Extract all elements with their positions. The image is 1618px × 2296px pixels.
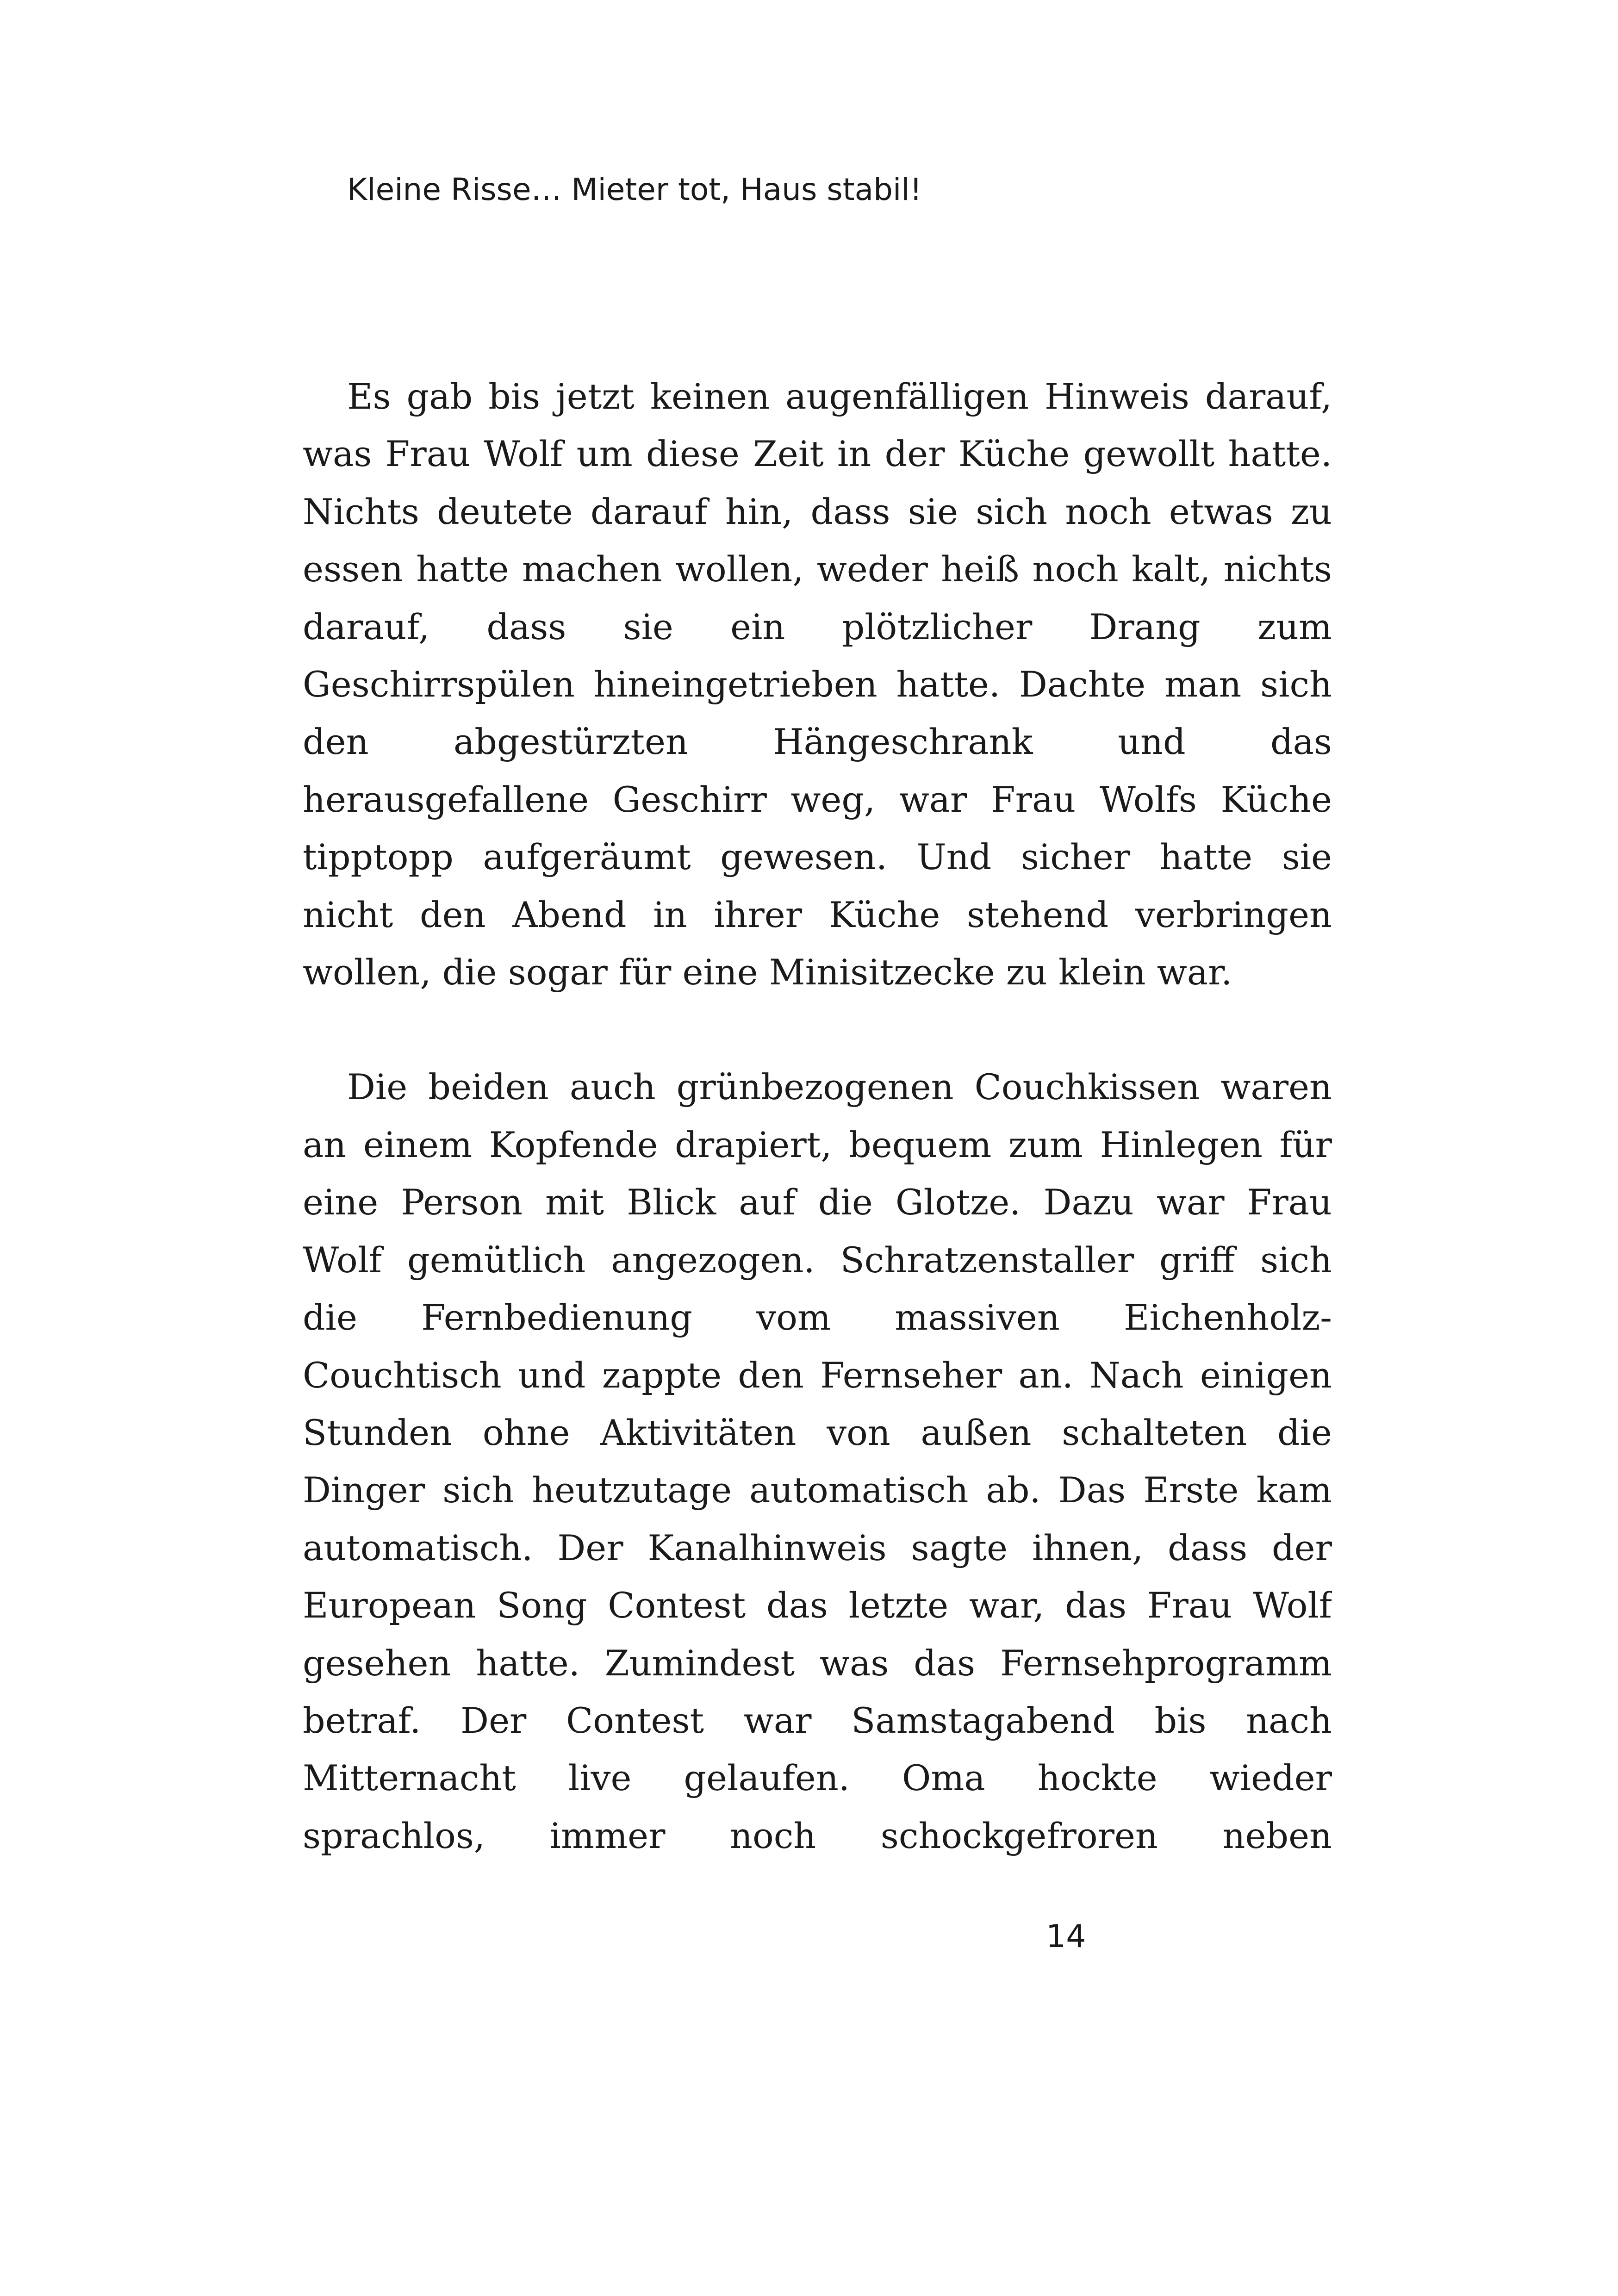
text-line: nicht den Abend in ihrer Küche stehend verbringen — [303, 894, 1332, 935]
page-number: 14 — [1046, 1918, 1086, 1955]
text-line: Dinger sich heutzutage automatisch ab. Das Erste kam — [303, 1469, 1332, 1511]
body-text — [303, 368, 1332, 1865]
text-line: Stunden ohne Aktivitäten von außen schalteten die — [303, 1412, 1332, 1453]
paragraph-2 — [303, 1058, 1332, 1865]
text-line: Nichts deutete darauf hin, dass sie sich noch etwas zu — [303, 491, 1332, 532]
running-header-title: Kleine Risse… Mieter tot, Haus stabil! — [347, 172, 922, 207]
text-line: gesehen hatte. Zumindest was das Fernsehprogramm — [303, 1642, 1332, 1684]
text-line: die Fernbedienung vom massiven Eichenholz- — [303, 1297, 1332, 1338]
text-line: den abgestürzten Hängeschrank und das — [303, 721, 1332, 763]
text-line: eine Person mit Blick auf die Glotze. Dazu war Frau — [303, 1182, 1332, 1223]
paragraph-1 — [303, 368, 1332, 1001]
text-line: sprachlos, immer noch schockgefroren neben — [303, 1815, 1332, 1856]
text-line: Es gab bis jetzt keinen augenfälligen Hinweis darauf, — [347, 376, 1332, 417]
text-line: an einem Kopfende drapiert, bequem zum Hinlegen für — [303, 1124, 1332, 1165]
text-line: Die beiden auch grünbezogenen Couchkissen waren — [347, 1066, 1332, 1108]
text-line: Mitternacht live gelaufen. Oma hockte wieder — [303, 1757, 1332, 1799]
text-line: Couchtisch und zappte den Fernseher an. Nach einigen — [303, 1354, 1332, 1396]
text-line: herausgefallene Geschirr weg, war Frau Wolfs Küche — [303, 778, 1332, 820]
text-line: Geschirrspülen hineingetrieben hatte. Dachte man sich — [303, 664, 1332, 705]
text-line: European Song Contest das letzte war, das Frau Wolf — [303, 1585, 1332, 1626]
text-line: tipptopp aufgeräumt gewesen. Und sicher hatte sie — [303, 836, 1332, 878]
text-line: automatisch. Der Kanalhinweis sagte ihnen, dass der — [303, 1527, 1332, 1568]
text-line: essen hatte machen wollen, weder heiß noch kalt, nichts — [303, 548, 1332, 590]
text-line: betraf. Der Contest war Samstagabend bis nach — [303, 1699, 1332, 1741]
text-line: Wolf gemütlich angezogen. Schratzenstaller griff sich — [303, 1239, 1332, 1281]
text-line: was Frau Wolf um diese Zeit in der Küche gewollt hatte. — [303, 433, 1332, 475]
text-line: wollen, die sogar für eine Minisitzecke zu klein war. — [303, 952, 1232, 993]
text-line: darauf, dass sie ein plötzlicher Drang zum — [303, 606, 1332, 647]
